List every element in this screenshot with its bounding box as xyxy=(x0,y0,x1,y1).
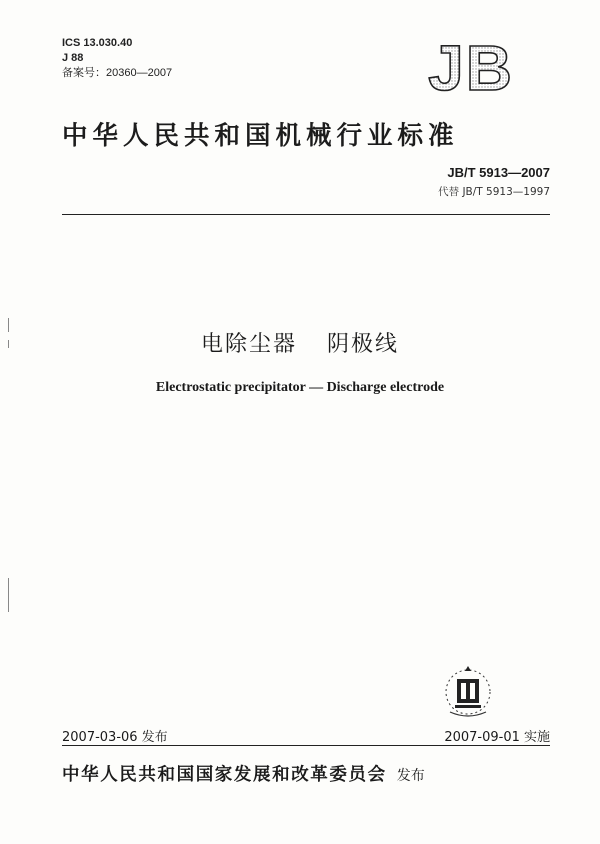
issuer-action: 发布 xyxy=(396,768,425,784)
ccs-code: J 88 xyxy=(62,52,84,64)
publish-date: 2007-03-06 发布 xyxy=(62,730,168,745)
filing-number: 备案号：20360—2007 xyxy=(62,67,173,79)
replaced-standard: 代替 JB/T 5913—1997 xyxy=(438,186,550,198)
svg-text:JB: JB xyxy=(428,38,514,96)
issuer-line xyxy=(62,761,552,786)
bottom-divider xyxy=(62,745,550,746)
scan-mark xyxy=(8,578,9,612)
ics-code: ICS 13.030.40 xyxy=(62,37,133,49)
jb-logo xyxy=(415,38,527,96)
publisher-emblem-icon xyxy=(440,662,496,720)
document-title-zh xyxy=(0,327,600,358)
title-zh-part1: 电除尘器 xyxy=(200,332,297,357)
top-divider xyxy=(62,214,550,215)
standard-code: JB/T 5913—2007 xyxy=(447,165,550,180)
effective-date: 2007-09-01 实施 xyxy=(444,730,550,745)
standard-category-title: 中华人民共和国机械行业标准 xyxy=(62,121,459,151)
document-title-en: Electrostatic precipitator — Discharge electrode xyxy=(155,380,445,395)
title-zh-part2: 阴极线 xyxy=(327,332,400,357)
issuer-name: 中华人民共和国国家发展和改革委员会 xyxy=(62,765,387,785)
